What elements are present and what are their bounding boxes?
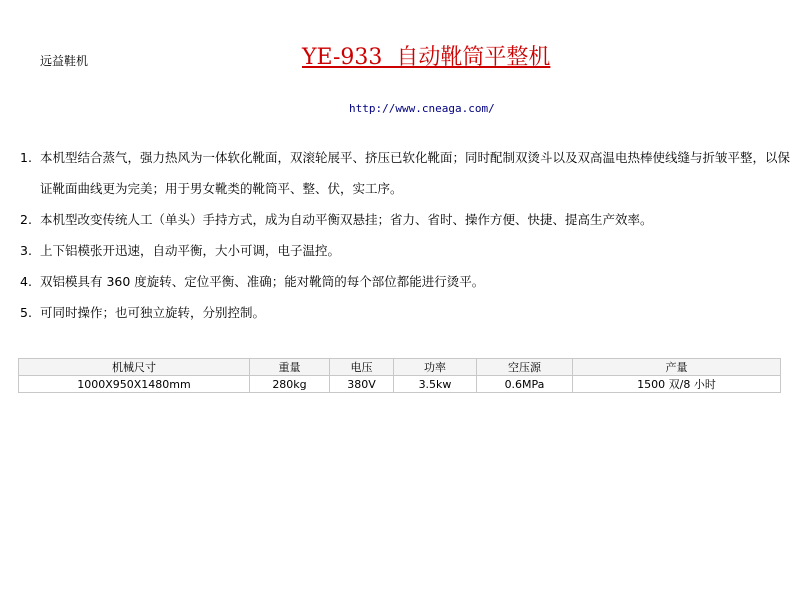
list-item <box>20 266 790 297</box>
column-header: 电压 <box>330 359 394 376</box>
brand-name: 远益鞋机 <box>40 54 89 68</box>
table-cell: 3.5kw <box>394 376 477 393</box>
column-header: 产量 <box>573 359 781 376</box>
list-item <box>20 297 790 328</box>
column-header: 功率 <box>394 359 477 376</box>
list-item-number: 4. <box>20 274 32 289</box>
list-item-text: 双铝模具有 360 度旋转、定位平衡、准确；能对靴筒的每个部位都能进行烫平。 <box>40 274 485 289</box>
list-item <box>20 204 790 235</box>
column-header: 机械尺寸 <box>19 359 250 376</box>
feature-list <box>20 142 790 328</box>
table-cell: 0.6MPa <box>477 376 573 393</box>
table-cell: 1000X950X1480mm <box>19 376 250 393</box>
column-header: 空压源 <box>477 359 573 376</box>
list-item <box>20 142 790 204</box>
table-row <box>19 376 781 393</box>
table-cell: 1500 双/8 小时 <box>573 376 781 393</box>
list-item-text: 本机型改变传统人工（单头）手持方式，成为自动平衡双悬挂；省力、省时、操作方便、快捷、提高生产效率。 <box>40 212 653 227</box>
table-cell: 280kg <box>250 376 330 393</box>
list-item-text: 上下铝模张开迅速，自动平衡，大小可调，电子温控。 <box>40 243 341 258</box>
list-item-number: 5. <box>20 305 32 320</box>
list-item-text: 本机型结合蒸气，强力热风为一体软化靴面，双滚轮展平、挤压已软化靴面；同时配制双烫斗以及双高温电热棒使线缝与折皱平整，以保证靴面曲线更为完美；用于男女靴类的靴筒平、整、伏，实工序。 <box>40 150 791 196</box>
website-link[interactable]: http://www.cneaga.com/ <box>349 102 495 115</box>
spec-table <box>18 358 781 393</box>
column-header: 重量 <box>250 359 330 376</box>
list-item-text: 可同时操作；也可独立旋转，分别控制。 <box>40 305 266 320</box>
table-cell: 380V <box>330 376 394 393</box>
list-item-number: 2. <box>20 212 32 227</box>
page-title: YE-933 自动靴筒平整机 <box>302 45 551 70</box>
list-item-number: 3. <box>20 243 32 258</box>
list-item <box>20 235 790 266</box>
list-item-number: 1. <box>20 150 32 165</box>
table-header-row <box>19 359 781 376</box>
